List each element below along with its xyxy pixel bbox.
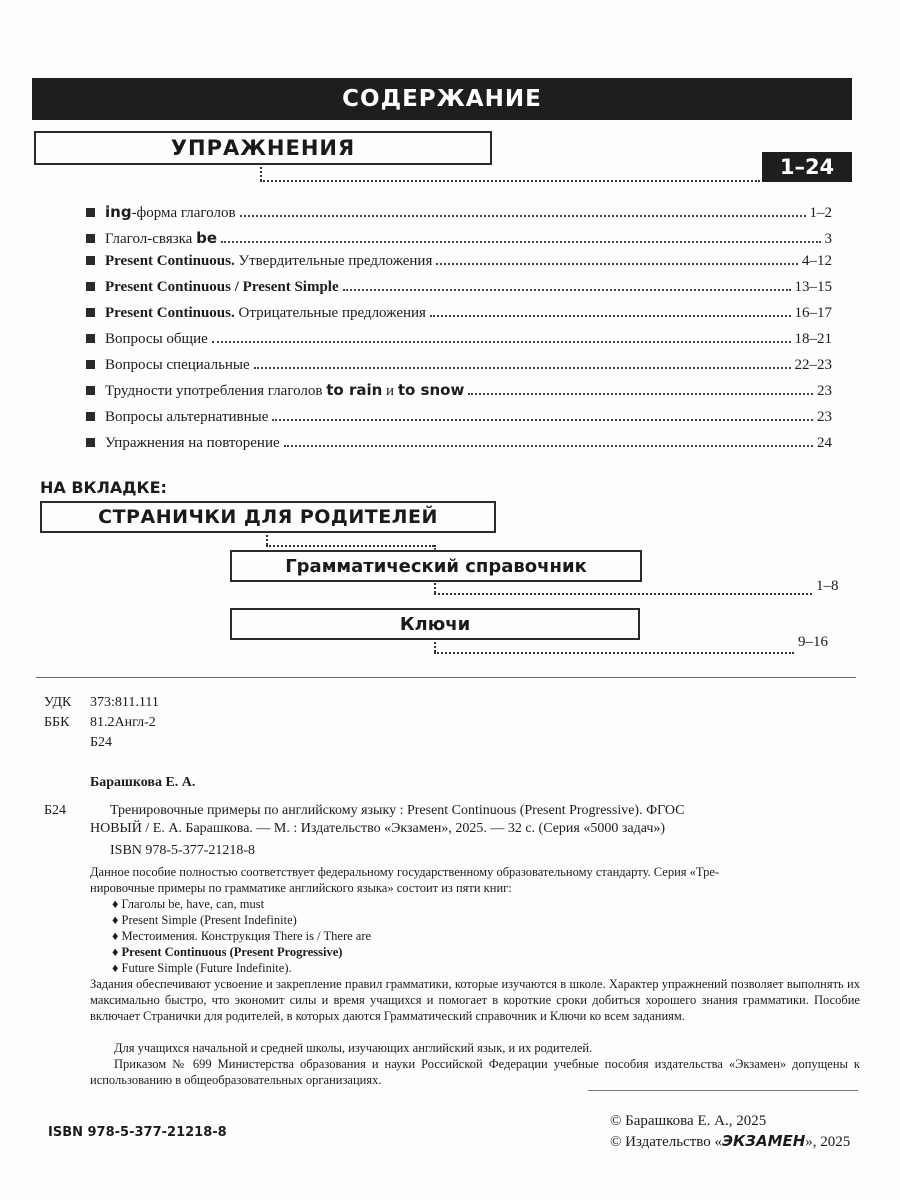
toc-item-text: Вопросы альтернативные	[105, 409, 269, 425]
toc-item-page: 22–23	[794, 357, 832, 373]
bbk-value: 81.2Англ-2	[90, 715, 156, 730]
udk-value: 373:811.111	[90, 695, 159, 710]
copyright-publisher	[610, 1132, 850, 1151]
toc-item-label	[105, 435, 280, 452]
series-book: ♦ Present Simple (Present Indefinite)	[112, 913, 297, 927]
connector-horizontal	[266, 545, 434, 547]
keys-pages: 9–16	[798, 634, 828, 650]
connector-horizontal	[260, 180, 760, 182]
series-book: ♦ Глаголы be, have, can, must	[112, 897, 265, 911]
toc-item-bold: be	[196, 229, 218, 247]
toc-item-bold: Present Continuous.	[105, 305, 235, 321]
toc-item-text: Утвердительные предложения	[234, 253, 433, 269]
toc-item-bold: to snow	[397, 381, 465, 399]
connector-vertical	[434, 638, 436, 652]
grammar-reference-heading: Грамматический справочник	[285, 555, 587, 577]
toc-item-page: 23	[817, 383, 832, 399]
toc-item-page: 16–17	[794, 305, 832, 321]
toc-item-label	[105, 357, 250, 374]
connector-vertical	[434, 580, 436, 593]
bullet-icon	[86, 386, 95, 395]
toc-item-text: Вопросы специальные	[105, 357, 250, 373]
toc-item[interactable]	[86, 270, 832, 296]
toc-item-page: 18–21	[794, 331, 832, 347]
toc-item-text: и	[382, 383, 398, 399]
toc-item-text: Упражнения на повторение	[105, 435, 280, 451]
dot-leader	[272, 419, 813, 421]
copyright-publisher-prefix: © Издательство «	[610, 1134, 723, 1150]
bbk-line	[44, 714, 156, 732]
library-code: Б24	[90, 735, 113, 750]
copyright-author: © Барашкова Е. А., 2025	[610, 1113, 767, 1129]
dot-leader	[430, 315, 791, 317]
dot-leader	[284, 445, 813, 447]
toc-item-text: Отрицательные предложения	[234, 305, 426, 321]
library-code-2: Б24	[44, 803, 67, 818]
annotation-paragraph-3: Приказом № 699 Министерства образования и науки Российской Федерации учебные пособия издательства «Экзамен» допущены к использованию в общеобразовательных организациях.	[90, 1057, 860, 1087]
dot-leader	[240, 215, 806, 217]
bullet-icon	[86, 438, 95, 447]
dot-leader	[221, 241, 820, 243]
toc-item-text: Вопросы общие	[105, 331, 208, 347]
toc-item-bold: ing	[105, 203, 132, 221]
page-title-text: СОДЕРЖАНИЕ	[342, 86, 542, 112]
toc-item[interactable]	[86, 426, 832, 452]
dot-leader	[343, 289, 791, 291]
toc-item-bold: Present Continuous / Present Simple	[105, 279, 339, 295]
bullet-icon	[86, 208, 95, 217]
toc-item-label	[105, 279, 339, 296]
toc-item[interactable]	[86, 322, 832, 348]
toc-item-page: 13–15	[794, 279, 832, 295]
series-book: ♦ Местоимения. Конструкция There is / There are	[112, 929, 372, 943]
toc-item[interactable]	[86, 196, 832, 222]
connector-vertical	[266, 531, 268, 545]
publisher-brand: ЭКЗАМЕН	[722, 1132, 806, 1150]
section-divider	[36, 677, 856, 678]
toc-item[interactable]	[86, 296, 832, 322]
toc-item[interactable]	[86, 374, 832, 400]
toc-item-label	[105, 381, 464, 400]
toc-item[interactable]	[86, 348, 832, 374]
udk-label: УДК	[44, 695, 72, 710]
dot-leader	[254, 367, 791, 369]
exercises-heading-box	[34, 131, 492, 165]
copyright-rule	[588, 1090, 858, 1091]
toc-item-page: 4–12	[802, 253, 832, 269]
bullet-icon	[86, 256, 95, 265]
description-line-2: НОВЫЙ / Е. А. Барашкова. — М. : Издательство «Экзамен», 2025. — 32 с. (Серия «5000 задач»)	[90, 821, 666, 836]
connector-horizontal	[434, 652, 794, 654]
annotation-line-2: нировочные примеры по грамматике английского языка» состоит из пяти книг:	[90, 881, 512, 895]
author: Барашкова Е. А.	[90, 775, 196, 790]
connector-horizontal	[434, 593, 812, 595]
parents-pages-heading: СТРАНИЧКИ ДЛЯ РОДИТЕЛЕЙ	[98, 506, 438, 528]
series-book: ♦ Future Simple (Future Indefinite).	[112, 961, 292, 975]
keys-box[interactable]	[230, 608, 640, 640]
exercises-heading: УПРАЖНЕНИЯ	[170, 136, 356, 160]
insert-heading: НА ВКЛАДКЕ:	[40, 478, 167, 497]
toc-item-text: -форма глаголов	[131, 205, 236, 221]
grammar-reference-pages: 1–8	[816, 578, 839, 594]
toc-item-text: Глагол-связка	[105, 231, 197, 247]
toc-item-label	[105, 253, 432, 270]
toc-item[interactable]	[86, 244, 832, 270]
grammar-reference-box[interactable]	[230, 550, 642, 582]
connector-vertical	[260, 163, 262, 181]
toc-item[interactable]	[86, 400, 832, 426]
toc-item-label	[105, 409, 268, 426]
toc-item-page: 24	[817, 435, 832, 451]
series-book-current: ♦ Present Continuous (Present Progressive)	[112, 945, 343, 959]
keys-heading: Ключи	[399, 613, 471, 635]
toc-item-bold: Present Continuous.	[105, 253, 235, 269]
bbk-label: ББК	[44, 715, 70, 730]
bullet-icon	[86, 412, 95, 421]
dot-leader	[212, 341, 791, 343]
dot-leader	[468, 393, 813, 395]
bullet-icon	[86, 334, 95, 343]
isbn-bottom: ISBN 978-5-377-21218-8	[48, 1125, 227, 1140]
annotation-paragraph-2: Для учащихся начальной и средней школы, изучающих английский язык, и их родителей.	[114, 1041, 593, 1055]
bullet-icon	[86, 282, 95, 291]
exercises-range: 1–24	[779, 155, 835, 179]
dot-leader	[436, 263, 798, 265]
copyright-publisher-suffix: », 2025	[805, 1134, 851, 1150]
page-title	[32, 78, 852, 120]
udk-line	[44, 694, 159, 712]
annotation-paragraph-1: Задания обеспечивают усвоение и закрепление правил грамматики, которые изучаются в школе. Характер упражнений позволяет выполнять их максимально быстро, что экономит силы и время учащихся и помогает в короткие сроки добиться хорошего знания грамматики. Пособие включает Странички для родителей, в которых даются Грамматический справочник и Ключи ко всем заданиям.	[90, 977, 860, 1023]
bullet-icon	[86, 360, 95, 369]
toc-item-label	[105, 305, 426, 322]
toc-item-page: 1–2	[809, 205, 832, 221]
exercises-range-badge	[762, 152, 852, 182]
annotation-line-1: Данное пособие полностью соответствует федеральному государственному образовательному стандарту. Серия «Тре-	[90, 865, 720, 879]
toc-item-label	[105, 331, 208, 348]
toc-item-page: 3	[824, 231, 832, 247]
toc-item-page: 23	[817, 409, 832, 425]
bullet-icon	[86, 308, 95, 317]
toc-item-bold: to rain	[326, 381, 383, 399]
description-line-1: Тренировочные примеры по английскому языку : Present Continuous (Present Progressive). ФГОС	[110, 803, 685, 818]
toc-item-label	[105, 203, 236, 222]
toc-item-text: Трудности употребления глаголов	[105, 383, 327, 399]
isbn-inline: ISBN 978-5-377-21218-8	[110, 843, 256, 858]
bullet-icon	[86, 234, 95, 243]
parents-pages-box	[40, 501, 496, 533]
